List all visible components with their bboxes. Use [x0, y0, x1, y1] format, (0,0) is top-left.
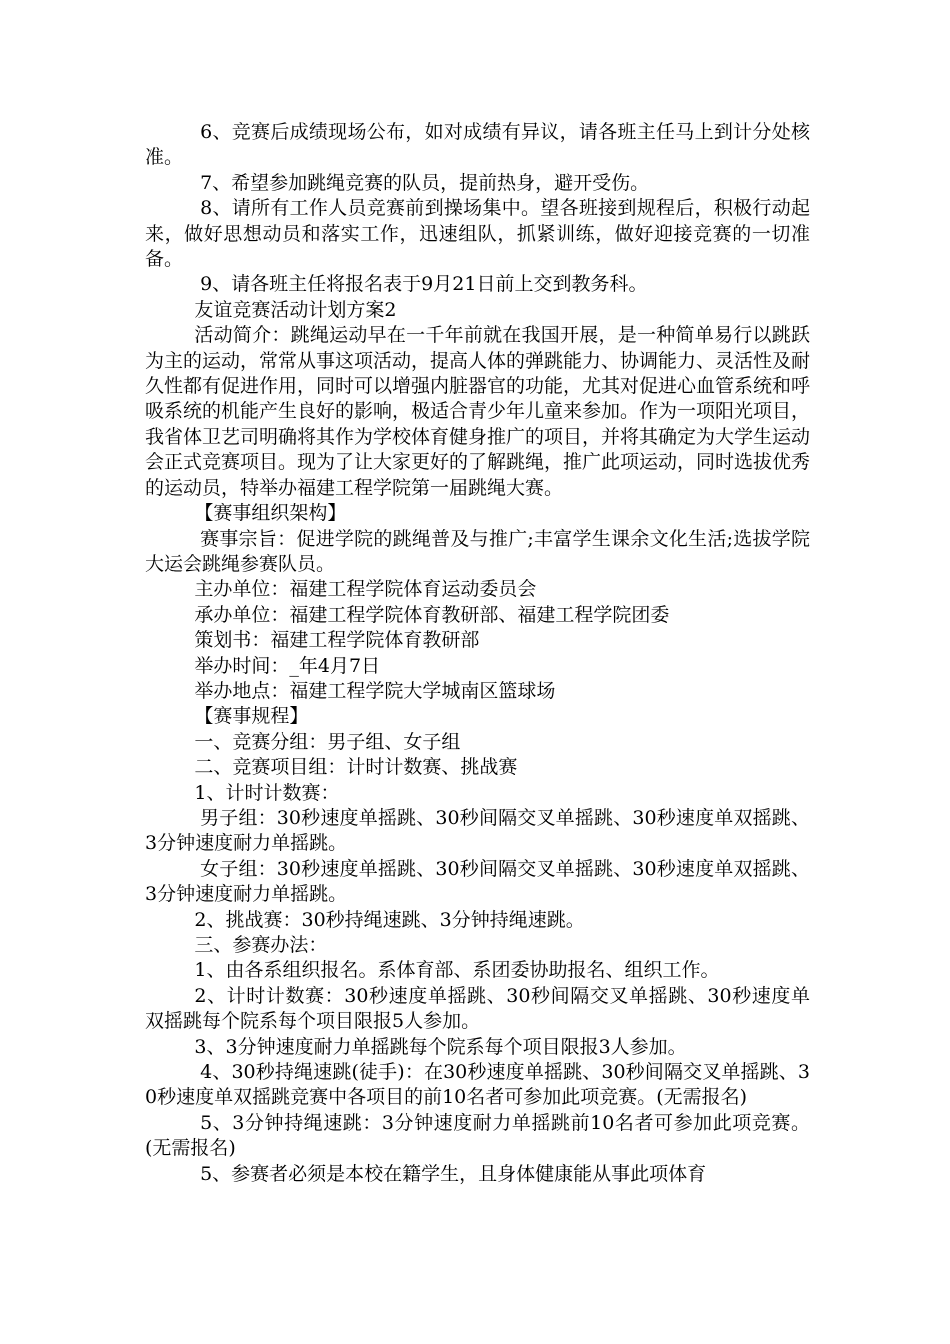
paragraph: 8、请所有工作人员竞赛前到操场集中。望各班接到规程后，积极行动起来，做好思想动员和落实工作，迅速组队，抓紧训练，做好迎接竞赛的一切准备。 — [145, 197, 810, 271]
paragraph: 举办时间：_年4月7日 — [194, 654, 381, 677]
paragraph: 1、计时计数赛： — [194, 781, 340, 804]
paragraph: 承办单位：福建工程学院体育教研部、福建工程学院团委 — [194, 603, 670, 626]
paragraph: 3、3分钟速度耐力单摇跳每个院系每个项目限报3人参加。 — [194, 1035, 687, 1058]
paragraph: 赛事宗旨：促进学院的跳绳普及与推广;丰富学生课余文化生活;选拔学院大运会跳绳参赛队员。 — [145, 527, 810, 575]
paragraph: 二、竞赛项目组：计时计数赛、挑战赛 — [194, 756, 518, 779]
paragraph: 举办地点：福建工程学院大学城南区篮球场 — [194, 679, 556, 702]
paragraph: 策划书：福建工程学院体育教研部 — [194, 629, 480, 652]
document-page — [145, 120, 810, 1187]
paragraph: 4、30秒持绳速跳(徒手)：在30秒速度单摇跳、30秒间隔交叉单摇跳、30秒速度单双摇跳竞赛中各项目的前10名者可参加此项竞赛。(无需报名) — [145, 1061, 810, 1109]
paragraph: 主办单位：福建工程学院体育运动委员会 — [194, 578, 537, 601]
section-heading: 【赛事组织架构】 — [194, 502, 347, 525]
paragraph: 男子组：30秒速度单摇跳、30秒间隔交叉单摇跳、30秒速度单双摇跳、3分钟速度耐力单摇跳。 — [145, 806, 810, 855]
paragraph: 三、参赛办法： — [194, 934, 328, 956]
paragraph: 5、3分钟持绳速跳：3分钟速度耐力单摇跳前10名者可参加此项竞赛。(无需报名) — [145, 1111, 810, 1160]
paragraph: 1、由各系组织报名。系体育部、系团委协助报名、组织工作。 — [194, 959, 720, 982]
section-title: 友谊竞赛活动计划方案2 — [194, 298, 397, 321]
paragraph: 一、竞赛分组：男子组、女子组 — [194, 730, 461, 753]
paragraph: 6、竞赛后成绩现场公布，如对成绩有异议，请各班主任马上到计分处核准。 — [145, 121, 810, 169]
paragraph: 9、请各班主任将报名表于9月21日前上交到教务科。 — [200, 273, 648, 296]
paragraph: 2、计时计数赛：30秒速度单摇跳、30秒间隔交叉单摇跳、30秒速度单双摇跳每个院系每个项目限报5人参加。 — [145, 984, 810, 1033]
paragraph: 5、参赛者必须是本校在籍学生，且身体健康能从事此项体育 — [200, 1162, 707, 1185]
paragraph: 活动简介：跳绳运动早在一千年前就在我国开展，是一种简单易行以跳跃为主的运动，常常从事这项活动，提高人体的弹跳能力、协调能力、灵活性及耐久性都有促进作用，同时可以增强内脏器官的功能，尤其对促进心血管系统和呼吸系统的机能产生良好的影响，极适合青少年儿童来参加。作为一项阳光项目，我省体卫艺司明确将其作为学校体育健身推广的项目，并将其确定为大学生运动会正式竞赛项目。现为了让大家更好的了解跳绳，推广此项运动，同时选拔优秀的运动员，特举办福建工程学院第一届跳绳大赛。 — [145, 324, 811, 499]
paragraph: 7、希望参加跳绳竞赛的队员，提前热身，避开受伤。 — [200, 171, 650, 194]
paragraph: 2、挑战赛：30秒持绳速跳、3分钟持绳速跳。 — [194, 908, 585, 931]
section-heading: 【赛事规程】 — [194, 705, 309, 728]
paragraph: 女子组：30秒速度单摇跳、30秒间隔交叉单摇跳、30秒速度单双摇跳、3分钟速度耐力单摇跳。 — [145, 857, 810, 906]
